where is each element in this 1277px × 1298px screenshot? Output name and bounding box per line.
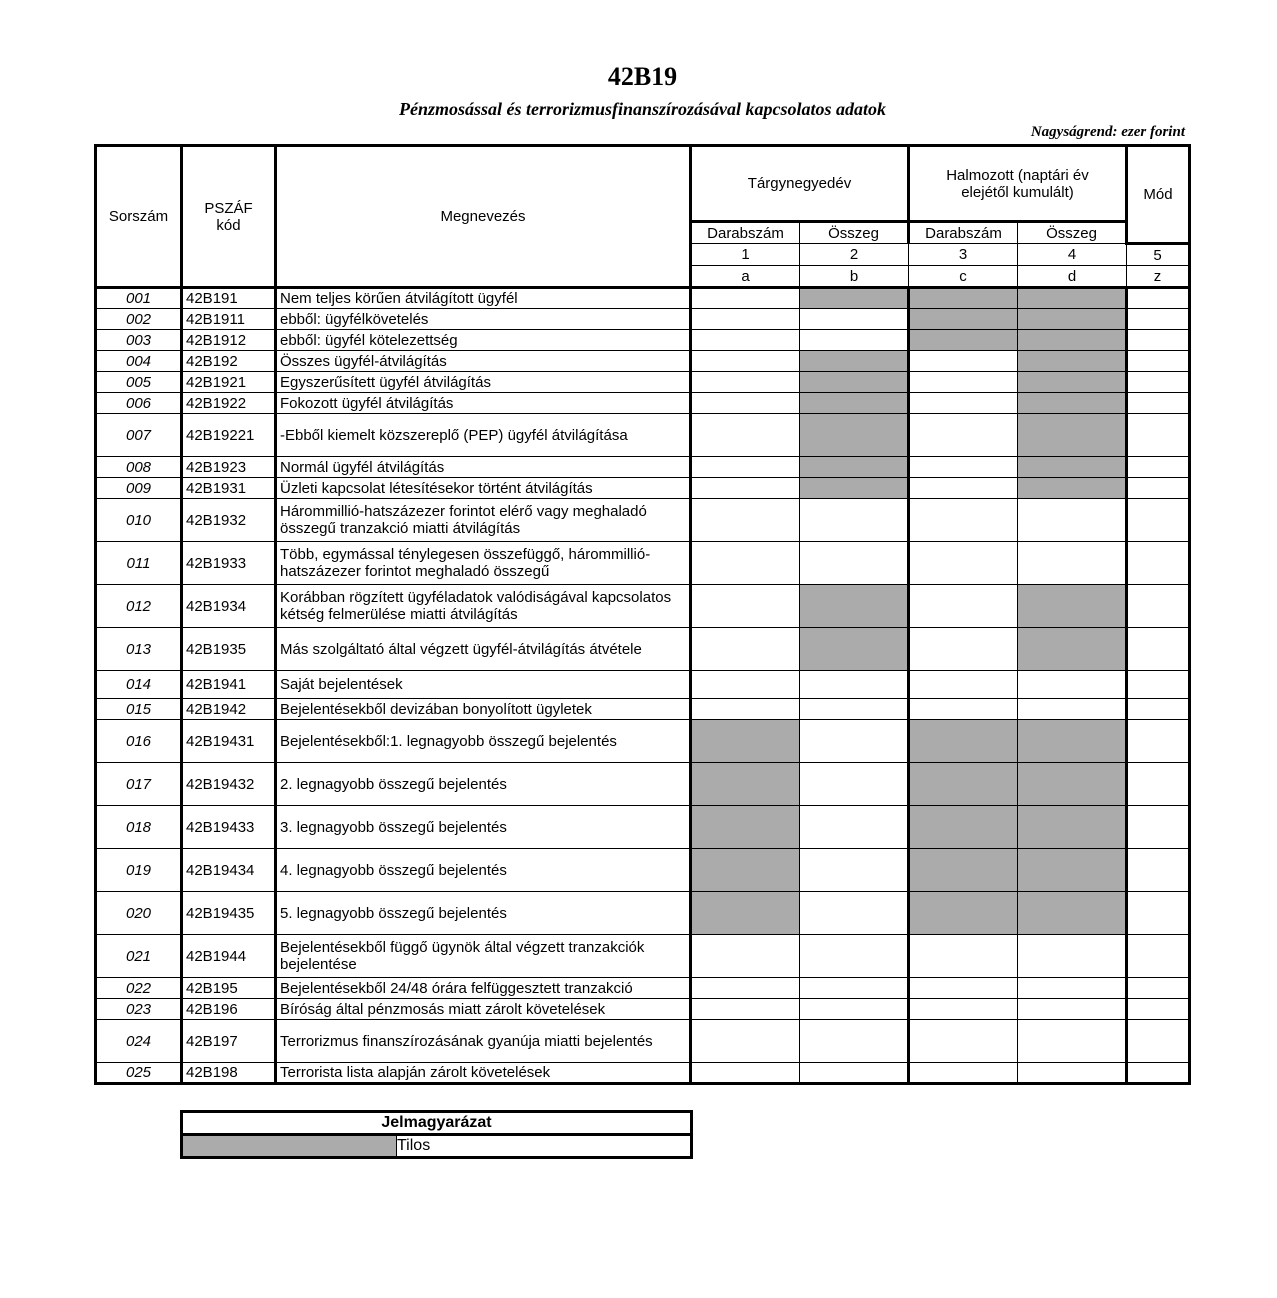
value-cell-c[interactable] [909,671,1018,699]
table-row [96,414,1190,457]
value-cell-d[interactable] [1018,978,1127,999]
row-code: 42B1934 [182,585,276,628]
header-pszaf-line2: kód [216,216,241,234]
table-row [96,763,1190,806]
value-cell-a[interactable] [691,1020,800,1063]
row-name: Más szolgáltató által végzett ügyfél-átvilágítás átvétele [276,628,691,671]
value-cell-d [1018,585,1127,628]
row-name: Összes ügyfél-átvilágítás [276,351,691,372]
value-cell-c[interactable] [909,585,1018,628]
value-cell-b [800,414,909,457]
header-halmozott [909,146,1127,222]
value-cell-d[interactable] [1018,699,1127,720]
row-code: 42B19431 [182,720,276,763]
row-code: 42B1941 [182,671,276,699]
table-row [96,457,1190,478]
col-number-4: 4 [1018,244,1127,266]
value-cell-b[interactable] [800,763,909,806]
table-row [96,849,1190,892]
value-cell-a[interactable] [691,671,800,699]
row-number: 016 [96,720,182,763]
value-cell-c[interactable] [909,1063,1018,1084]
row-number: 008 [96,457,182,478]
value-cell-b[interactable] [800,806,909,849]
value-cell-b[interactable] [800,330,909,351]
row-name: Saját bejelentések [276,671,691,699]
value-cell-z[interactable] [1127,499,1190,542]
value-cell-c[interactable] [909,542,1018,585]
value-cell-z[interactable] [1127,892,1190,935]
value-cell-c[interactable] [909,699,1018,720]
value-cell-b [800,478,909,499]
row-code: 42B19434 [182,849,276,892]
value-cell-a[interactable] [691,935,800,978]
row-name: Bejelentésekből függő ügynök által végzett tranzakciók bejelentése [276,935,691,978]
row-number: 025 [96,1063,182,1084]
table-row [96,351,1190,372]
value-cell-a[interactable] [691,330,800,351]
value-cell-c[interactable] [909,372,1018,393]
value-cell-d [1018,288,1127,309]
row-name: Nem teljes körűen átvilágított ügyfél [276,288,691,309]
value-cell-c[interactable] [909,457,1018,478]
table-row [96,999,1190,1020]
table-row [96,478,1190,499]
row-code: 42B19433 [182,806,276,849]
value-cell-c [909,806,1018,849]
value-cell-c[interactable] [909,393,1018,414]
value-cell-c [909,720,1018,763]
value-cell-d[interactable] [1018,542,1127,585]
table-row [96,978,1190,999]
value-cell-a [691,892,800,935]
row-name: ebből: ügyfélkövetelés [276,309,691,330]
row-number: 023 [96,999,182,1020]
legend-label: Tilos [397,1135,692,1158]
row-name: Terrorizmus finanszírozásának gyanúja miatti bejelentés [276,1020,691,1063]
row-code: 42B19432 [182,763,276,806]
value-cell-z[interactable] [1127,978,1190,999]
table-body [96,288,1190,1084]
col-letter-c: c [909,266,1018,288]
value-cell-c[interactable] [909,499,1018,542]
row-number: 024 [96,1020,182,1063]
table-row [96,330,1190,351]
header-osszeg-1: Összeg [800,222,909,244]
col-letter-b: b [800,266,909,288]
header-darabszam-1: Darabszám [691,222,800,244]
value-cell-c[interactable] [909,978,1018,999]
value-cell-b[interactable] [800,935,909,978]
value-cell-d[interactable] [1018,1020,1127,1063]
row-number: 021 [96,935,182,978]
value-cell-c[interactable] [909,1020,1018,1063]
unit-note: Nagyságrend: ezer forint [1030,124,1185,140]
value-cell-z[interactable] [1127,999,1190,1020]
value-cell-z[interactable] [1127,478,1190,499]
value-cell-b[interactable] [800,309,909,330]
value-cell-c[interactable] [909,628,1018,671]
value-cell-a[interactable] [691,478,800,499]
legend-swatch [182,1135,397,1158]
value-cell-z[interactable] [1127,628,1190,671]
value-cell-d [1018,330,1127,351]
value-cell-a[interactable] [691,309,800,330]
row-code: 42B19435 [182,892,276,935]
value-cell-b [800,457,909,478]
row-name: 5. legnagyobb összegű bejelentés [276,892,691,935]
legend [180,1110,693,1159]
value-cell-d [1018,806,1127,849]
header-sorszam: Sorszám [96,146,182,288]
value-cell-z[interactable] [1127,330,1190,351]
value-cell-a[interactable] [691,999,800,1020]
row-number: 017 [96,763,182,806]
value-cell-d[interactable] [1018,499,1127,542]
value-cell-z[interactable] [1127,1020,1190,1063]
value-cell-b[interactable] [800,999,909,1020]
row-number: 012 [96,585,182,628]
value-cell-c[interactable] [909,351,1018,372]
value-cell-a[interactable] [691,978,800,999]
value-cell-c [909,288,1018,309]
value-cell-b[interactable] [800,499,909,542]
row-name: Normál ügyfél átvilágítás [276,457,691,478]
value-cell-b[interactable] [800,1020,909,1063]
value-cell-z[interactable] [1127,699,1190,720]
value-cell-z[interactable] [1127,372,1190,393]
row-number: 018 [96,806,182,849]
row-code: 42B197 [182,1020,276,1063]
value-cell-a [691,720,800,763]
value-cell-z[interactable] [1127,849,1190,892]
row-number: 004 [96,351,182,372]
table-row [96,892,1190,935]
header-mod: Mód [1127,146,1190,244]
value-cell-d[interactable] [1018,935,1127,978]
row-name: Bejelentésekből devizában bonyolított ügyletek [276,699,691,720]
value-cell-b[interactable] [800,978,909,999]
value-cell-z[interactable] [1127,457,1190,478]
value-cell-z[interactable] [1127,288,1190,309]
table-row [96,309,1190,330]
value-cell-d [1018,309,1127,330]
row-number: 005 [96,372,182,393]
row-name: Korábban rögzített ügyféladatok valódiságával kapcsolatos kétség felmerülése miatti átvilágítás [276,585,691,628]
row-code: 42B1923 [182,457,276,478]
col-letter-a: a [691,266,800,288]
header-osszeg-2: Összeg [1018,222,1127,244]
row-number: 003 [96,330,182,351]
row-code: 42B1935 [182,628,276,671]
row-name: Bejelentésekből:1. legnagyobb összegű bejelentés [276,720,691,763]
value-cell-z[interactable] [1127,414,1190,457]
value-cell-a[interactable] [691,585,800,628]
table-row [96,542,1190,585]
table-row [96,499,1190,542]
row-code: 42B1931 [182,478,276,499]
row-number: 015 [96,699,182,720]
value-cell-b[interactable] [800,542,909,585]
value-cell-d [1018,414,1127,457]
col-letter-z: z [1127,266,1190,288]
row-code: 42B1932 [182,499,276,542]
row-code: 42B196 [182,999,276,1020]
page-title: 42B19 [607,62,678,91]
value-cell-z[interactable] [1127,671,1190,699]
value-cell-c [909,849,1018,892]
legend-title: Jelmagyarázat [182,1112,692,1135]
value-cell-b [800,288,909,309]
row-code: 42B1921 [182,372,276,393]
row-code: 42B1942 [182,699,276,720]
row-name: 4. legnagyobb összegű bejelentés [276,849,691,892]
row-name: Üzleti kapcsolat létesítésekor történt átvilágítás [276,478,691,499]
value-cell-d [1018,892,1127,935]
col-number-3: 3 [909,244,1018,266]
row-code: 42B1911 [182,309,276,330]
value-cell-b[interactable] [800,720,909,763]
value-cell-c[interactable] [909,414,1018,457]
row-code: 42B1933 [182,542,276,585]
value-cell-z[interactable] [1127,806,1190,849]
value-cell-a[interactable] [691,414,800,457]
header-halmozott-line1: Halmozott (naptári év [946,166,1089,184]
value-cell-d [1018,628,1127,671]
header-pszaf-kod [182,146,276,288]
value-cell-z[interactable] [1127,542,1190,585]
value-cell-c [909,892,1018,935]
row-name: Fokozott ügyfél átvilágítás [276,393,691,414]
row-number: 010 [96,499,182,542]
col-letter-d: d [1018,266,1127,288]
row-number: 014 [96,671,182,699]
row-number: 020 [96,892,182,935]
value-cell-b [800,393,909,414]
row-code: 42B192 [182,351,276,372]
value-cell-d[interactable] [1018,671,1127,699]
value-cell-z[interactable] [1127,309,1190,330]
row-code: 42B198 [182,1063,276,1084]
value-cell-b[interactable] [800,892,909,935]
value-cell-d [1018,763,1127,806]
header-pszaf-line1: PSZÁF [204,199,253,217]
value-cell-d [1018,457,1127,478]
value-cell-z[interactable] [1127,393,1190,414]
row-number: 022 [96,978,182,999]
value-cell-a[interactable] [691,288,800,309]
header-megnevezes: Megnevezés [276,146,691,288]
value-cell-c [909,763,1018,806]
value-cell-c [909,330,1018,351]
row-name: 3. legnagyobb összegű bejelentés [276,806,691,849]
value-cell-a [691,806,800,849]
value-cell-b[interactable] [800,1063,909,1084]
table-row [96,393,1190,414]
value-cell-b [800,372,909,393]
row-code: 42B19221 [182,414,276,457]
value-cell-z[interactable] [1127,1063,1190,1084]
table-row [96,806,1190,849]
row-name: -Ebből kiemelt közszereplő (PEP) ügyfél átvilágítása [276,414,691,457]
value-cell-c [909,309,1018,330]
page-subtitle: Pénzmosással és terrorizmusfinanszírozásával kapcsolatos adatok [398,99,887,119]
table-row [96,585,1190,628]
value-cell-a[interactable] [691,372,800,393]
value-cell-d [1018,393,1127,414]
value-cell-b[interactable] [800,849,909,892]
value-cell-a[interactable] [691,393,800,414]
value-cell-d [1018,478,1127,499]
value-cell-b[interactable] [800,699,909,720]
col-number-2: 2 [800,244,909,266]
table-row [96,935,1190,978]
value-cell-d [1018,351,1127,372]
value-cell-d [1018,849,1127,892]
row-code: 42B1944 [182,935,276,978]
row-code: 42B195 [182,978,276,999]
table-row [96,1063,1190,1084]
row-number: 013 [96,628,182,671]
row-name: Hárommillió-hatszázezer forintot elérő vagy meghaladó összegű tranzakció miatti átvilágítás [276,499,691,542]
row-number: 009 [96,478,182,499]
table-row [96,628,1190,671]
value-cell-b[interactable] [800,671,909,699]
value-cell-c[interactable] [909,478,1018,499]
row-number: 001 [96,288,182,309]
row-number: 006 [96,393,182,414]
row-code: 42B1922 [182,393,276,414]
row-code: 42B1912 [182,330,276,351]
row-number: 007 [96,414,182,457]
table-header [96,146,1190,288]
value-cell-b [800,628,909,671]
row-number: 002 [96,309,182,330]
value-cell-b [800,585,909,628]
value-cell-d[interactable] [1018,999,1127,1020]
row-name: Bejelentésekből 24/48 órára felfüggesztett tranzakció [276,978,691,999]
col-number-5: 5 [1127,244,1190,266]
value-cell-b [800,351,909,372]
value-cell-d [1018,372,1127,393]
table-row [96,720,1190,763]
value-cell-a[interactable] [691,457,800,478]
value-cell-a[interactable] [691,351,800,372]
row-code: 42B191 [182,288,276,309]
row-name: Több, egymással ténylegesen összefüggő, hárommillió-hatszázezer forintot meghaladó összegű [276,542,691,585]
row-number: 019 [96,849,182,892]
row-name: Terrorista lista alapján zárolt követelések [276,1063,691,1084]
value-cell-z[interactable] [1127,763,1190,806]
value-cell-z[interactable] [1127,935,1190,978]
value-cell-a[interactable] [691,542,800,585]
row-name: Bíróság által pénzmosás miatt zárolt követelések [276,999,691,1020]
table-row [96,372,1190,393]
header-halmozott-line2: elejétől kumulált) [961,183,1074,201]
value-cell-a[interactable] [691,499,800,542]
value-cell-d[interactable] [1018,1063,1127,1084]
table-row [96,699,1190,720]
header-targynegyedev: Tárgynegyedév [691,146,909,222]
value-cell-d [1018,720,1127,763]
header-darabszam-2: Darabszám [909,222,1018,244]
value-cell-a [691,763,800,806]
data-table [94,144,1191,1085]
value-cell-c[interactable] [909,999,1018,1020]
value-cell-a[interactable] [691,628,800,671]
value-cell-c[interactable] [909,935,1018,978]
table-row [96,288,1190,309]
value-cell-a[interactable] [691,1063,800,1084]
value-cell-z[interactable] [1127,720,1190,763]
table-row [96,671,1190,699]
col-number-1: 1 [691,244,800,266]
row-number: 011 [96,542,182,585]
value-cell-a [691,849,800,892]
row-name: 2. legnagyobb összegű bejelentés [276,763,691,806]
value-cell-z[interactable] [1127,351,1190,372]
value-cell-z[interactable] [1127,585,1190,628]
value-cell-a[interactable] [691,699,800,720]
row-name: Egyszerűsített ügyfél átvilágítás [276,372,691,393]
table-row [96,1020,1190,1063]
row-name: ebből: ügyfél kötelezettség [276,330,691,351]
